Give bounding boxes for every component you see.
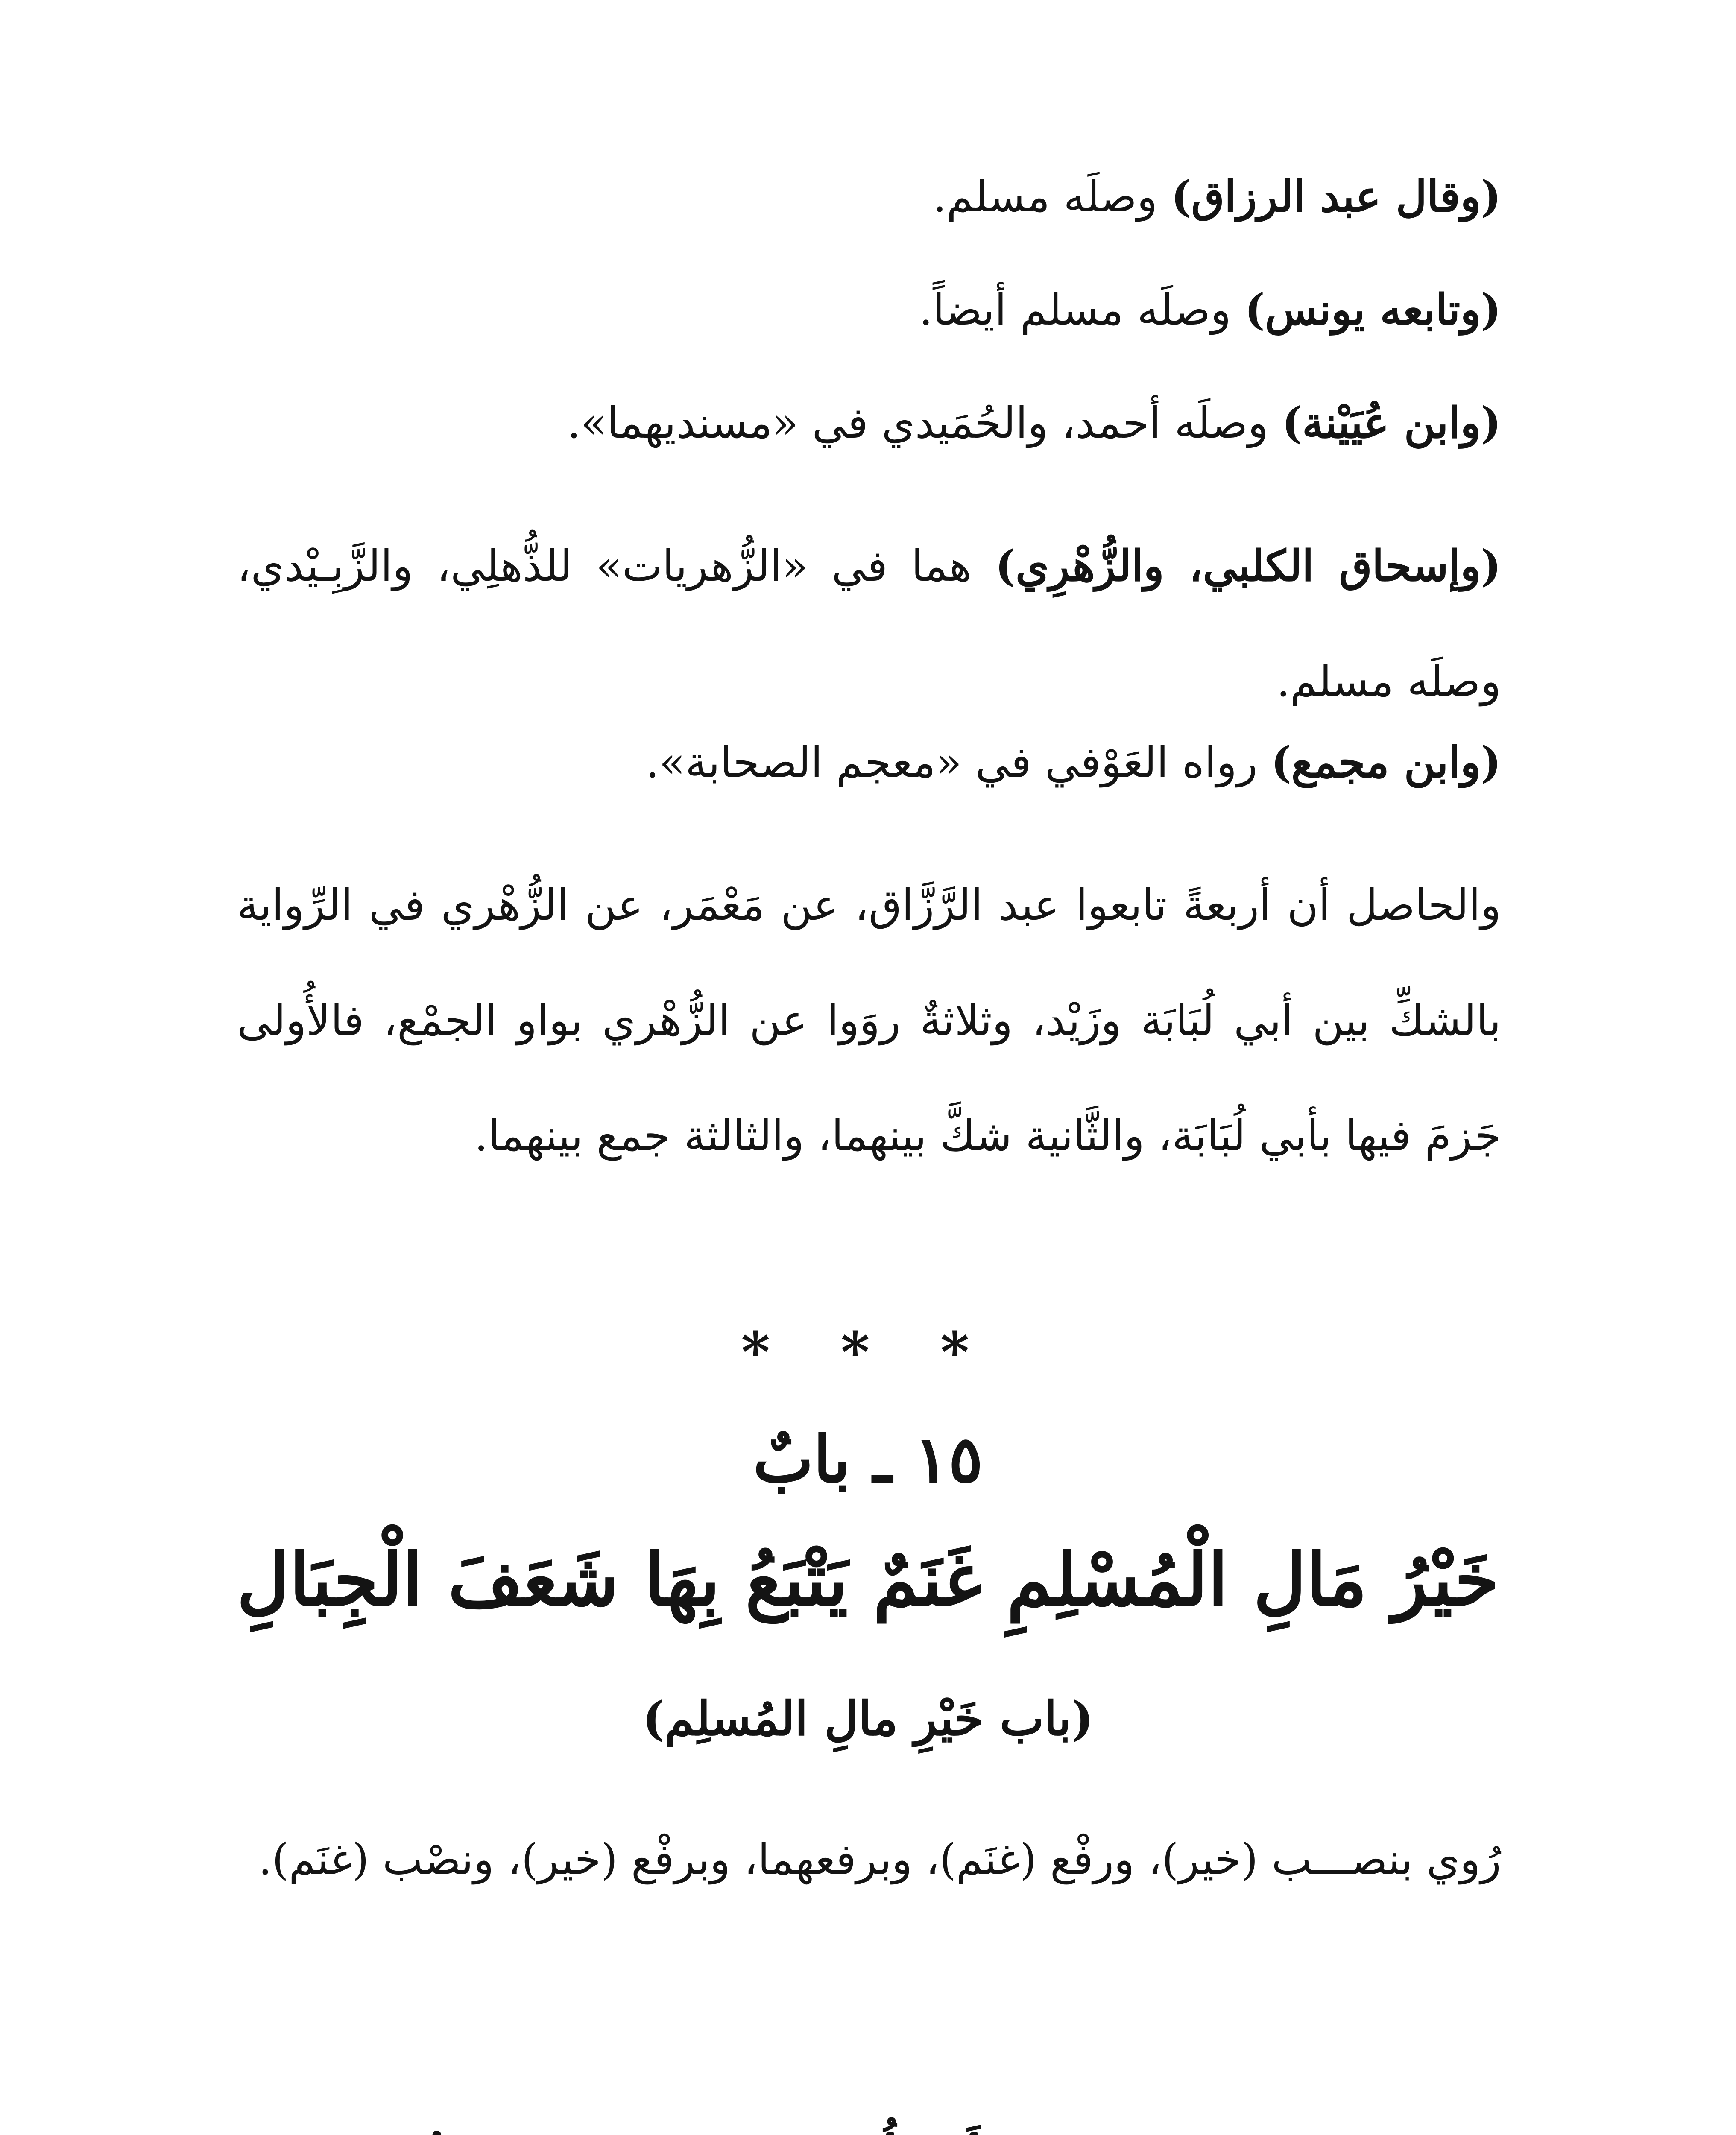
paragraph-5	[237, 734, 1501, 790]
paragraph-text: وصلَه مسلم أيضاً.	[919, 285, 1245, 335]
paragraph-text: رواه العَوْفي في «معجم الصحابة».	[645, 737, 1271, 787]
chapter-number: ١٥ ـ بابٌ	[753, 1422, 983, 1497]
paragraph-lead: (وقال عبد الرزاق)	[1171, 171, 1501, 222]
paragraph-lead: (وتابعه يونس)	[1244, 284, 1501, 335]
paragraph-1	[237, 169, 1501, 225]
summary-paragraph: والحاصل أن أربعةً تابعوا عبد الرَّزَّاق، عن مَعْمَر، عن الزُّهْري في الرِّواية بالشكِّ بين أبي لُبَابَة وزَيْد، وثلاثةٌ روَوا عن الزُّهْري بواو الجمْع، فالأُولى جَزمَ فيها بأبي لُبَابَة، والثَّانية شكَّ بينهما، والثالثة جمع بينهما.	[237, 880, 1501, 1161]
paragraph-text: هما في «الزُّهريات» للذُّهلِي، والزَّبِـيْدي، وصلَه مسلم.	[237, 541, 1501, 706]
paragraph-text: وصلَه أحمد، والحُمَيدي في «مسنديهما».	[567, 398, 1282, 448]
paragraph-2	[237, 282, 1501, 338]
paragraph-text: وصلَه مسلم.	[933, 172, 1171, 222]
paragraph-3	[237, 395, 1501, 451]
paragraph-lead: (وابن عُيَيْنة)	[1282, 398, 1501, 448]
paragraph-4	[237, 508, 1501, 739]
chapter-title: خَيْرُ مَالِ الْمُسْلِمِ غَنَمٌ يَتْبَعُ بِهَا شَعَفَ الْجِبَالِ	[237, 1537, 1499, 1623]
chapter-subtitle: (باب خَيْرِ مالِ المُسلِم)	[642, 1691, 1094, 1746]
chapter-note: رُوي بنصـــب (خير)، ورفْع (غنَم)، وبرفعهما، وبرفْع (خير)، ونصْب (غنَم).	[258, 1834, 1501, 1884]
paragraph-lead: (وإسحاق الكلبي، والزُّهْرِي)	[995, 541, 1501, 591]
section-separator: * * *	[741, 1319, 995, 1385]
hadith-text	[237, 2105, 1501, 2135]
paragraph-lead: (وابن مجمع)	[1271, 737, 1501, 787]
